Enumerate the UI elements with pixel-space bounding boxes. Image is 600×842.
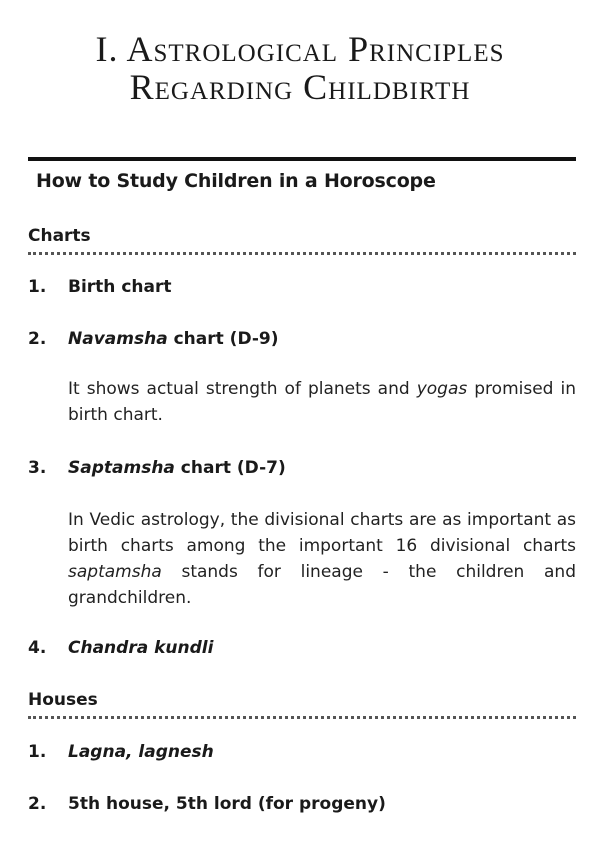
chart-item-saptamsha [28, 458, 286, 478]
page-title [0, 30, 600, 106]
section-heading: How to Study Children in a Horoscope [36, 170, 436, 192]
title-line-2: Regarding Childbirth [129, 67, 471, 107]
item-italic-text: Chandra kundli [68, 638, 214, 658]
chart-item-navamsha [28, 329, 279, 349]
houses-subheading: Houses [28, 690, 576, 719]
item-text: chart (D-7) [174, 458, 286, 478]
item-italic-text: Navamsha [68, 329, 168, 349]
navamsha-description [68, 376, 576, 428]
desc-text: It shows actual strength of planets and [68, 379, 417, 399]
item-italic-text: Saptamsha [68, 458, 175, 478]
item-number: 2. [28, 329, 47, 349]
house-item-lagna [28, 742, 214, 762]
item-text: chart (D-9) [167, 329, 279, 349]
item-text: Birth chart [68, 277, 172, 297]
item-number: 1. [28, 742, 47, 762]
desc-text: In Vedic astrology, the divisional charts are as important as birth charts among the important 16 divisional charts [68, 510, 576, 556]
item-number: 2. [28, 794, 47, 814]
title-line-1: I. Astrological Principles [95, 29, 505, 69]
desc-italic: saptamsha [68, 562, 162, 582]
saptamsha-description [68, 507, 576, 611]
desc-text: promised in birth chart. [68, 379, 576, 425]
item-italic-text: Lagna, lagnesh [68, 742, 214, 762]
item-text: 5th house, 5th lord (for progeny) [68, 794, 386, 814]
desc-text: stands for lineage - the children and grandchildren. [68, 562, 576, 608]
chart-item-chandra-kundli [28, 638, 213, 658]
item-number: 3. [28, 458, 47, 478]
charts-subheading: Charts [28, 226, 576, 255]
desc-italic: yogas [416, 379, 468, 399]
house-item-fifth [28, 794, 386, 814]
section-divider [28, 157, 576, 161]
chart-item-birth [28, 277, 171, 297]
item-number: 1. [28, 277, 47, 297]
item-number: 4. [28, 638, 47, 658]
